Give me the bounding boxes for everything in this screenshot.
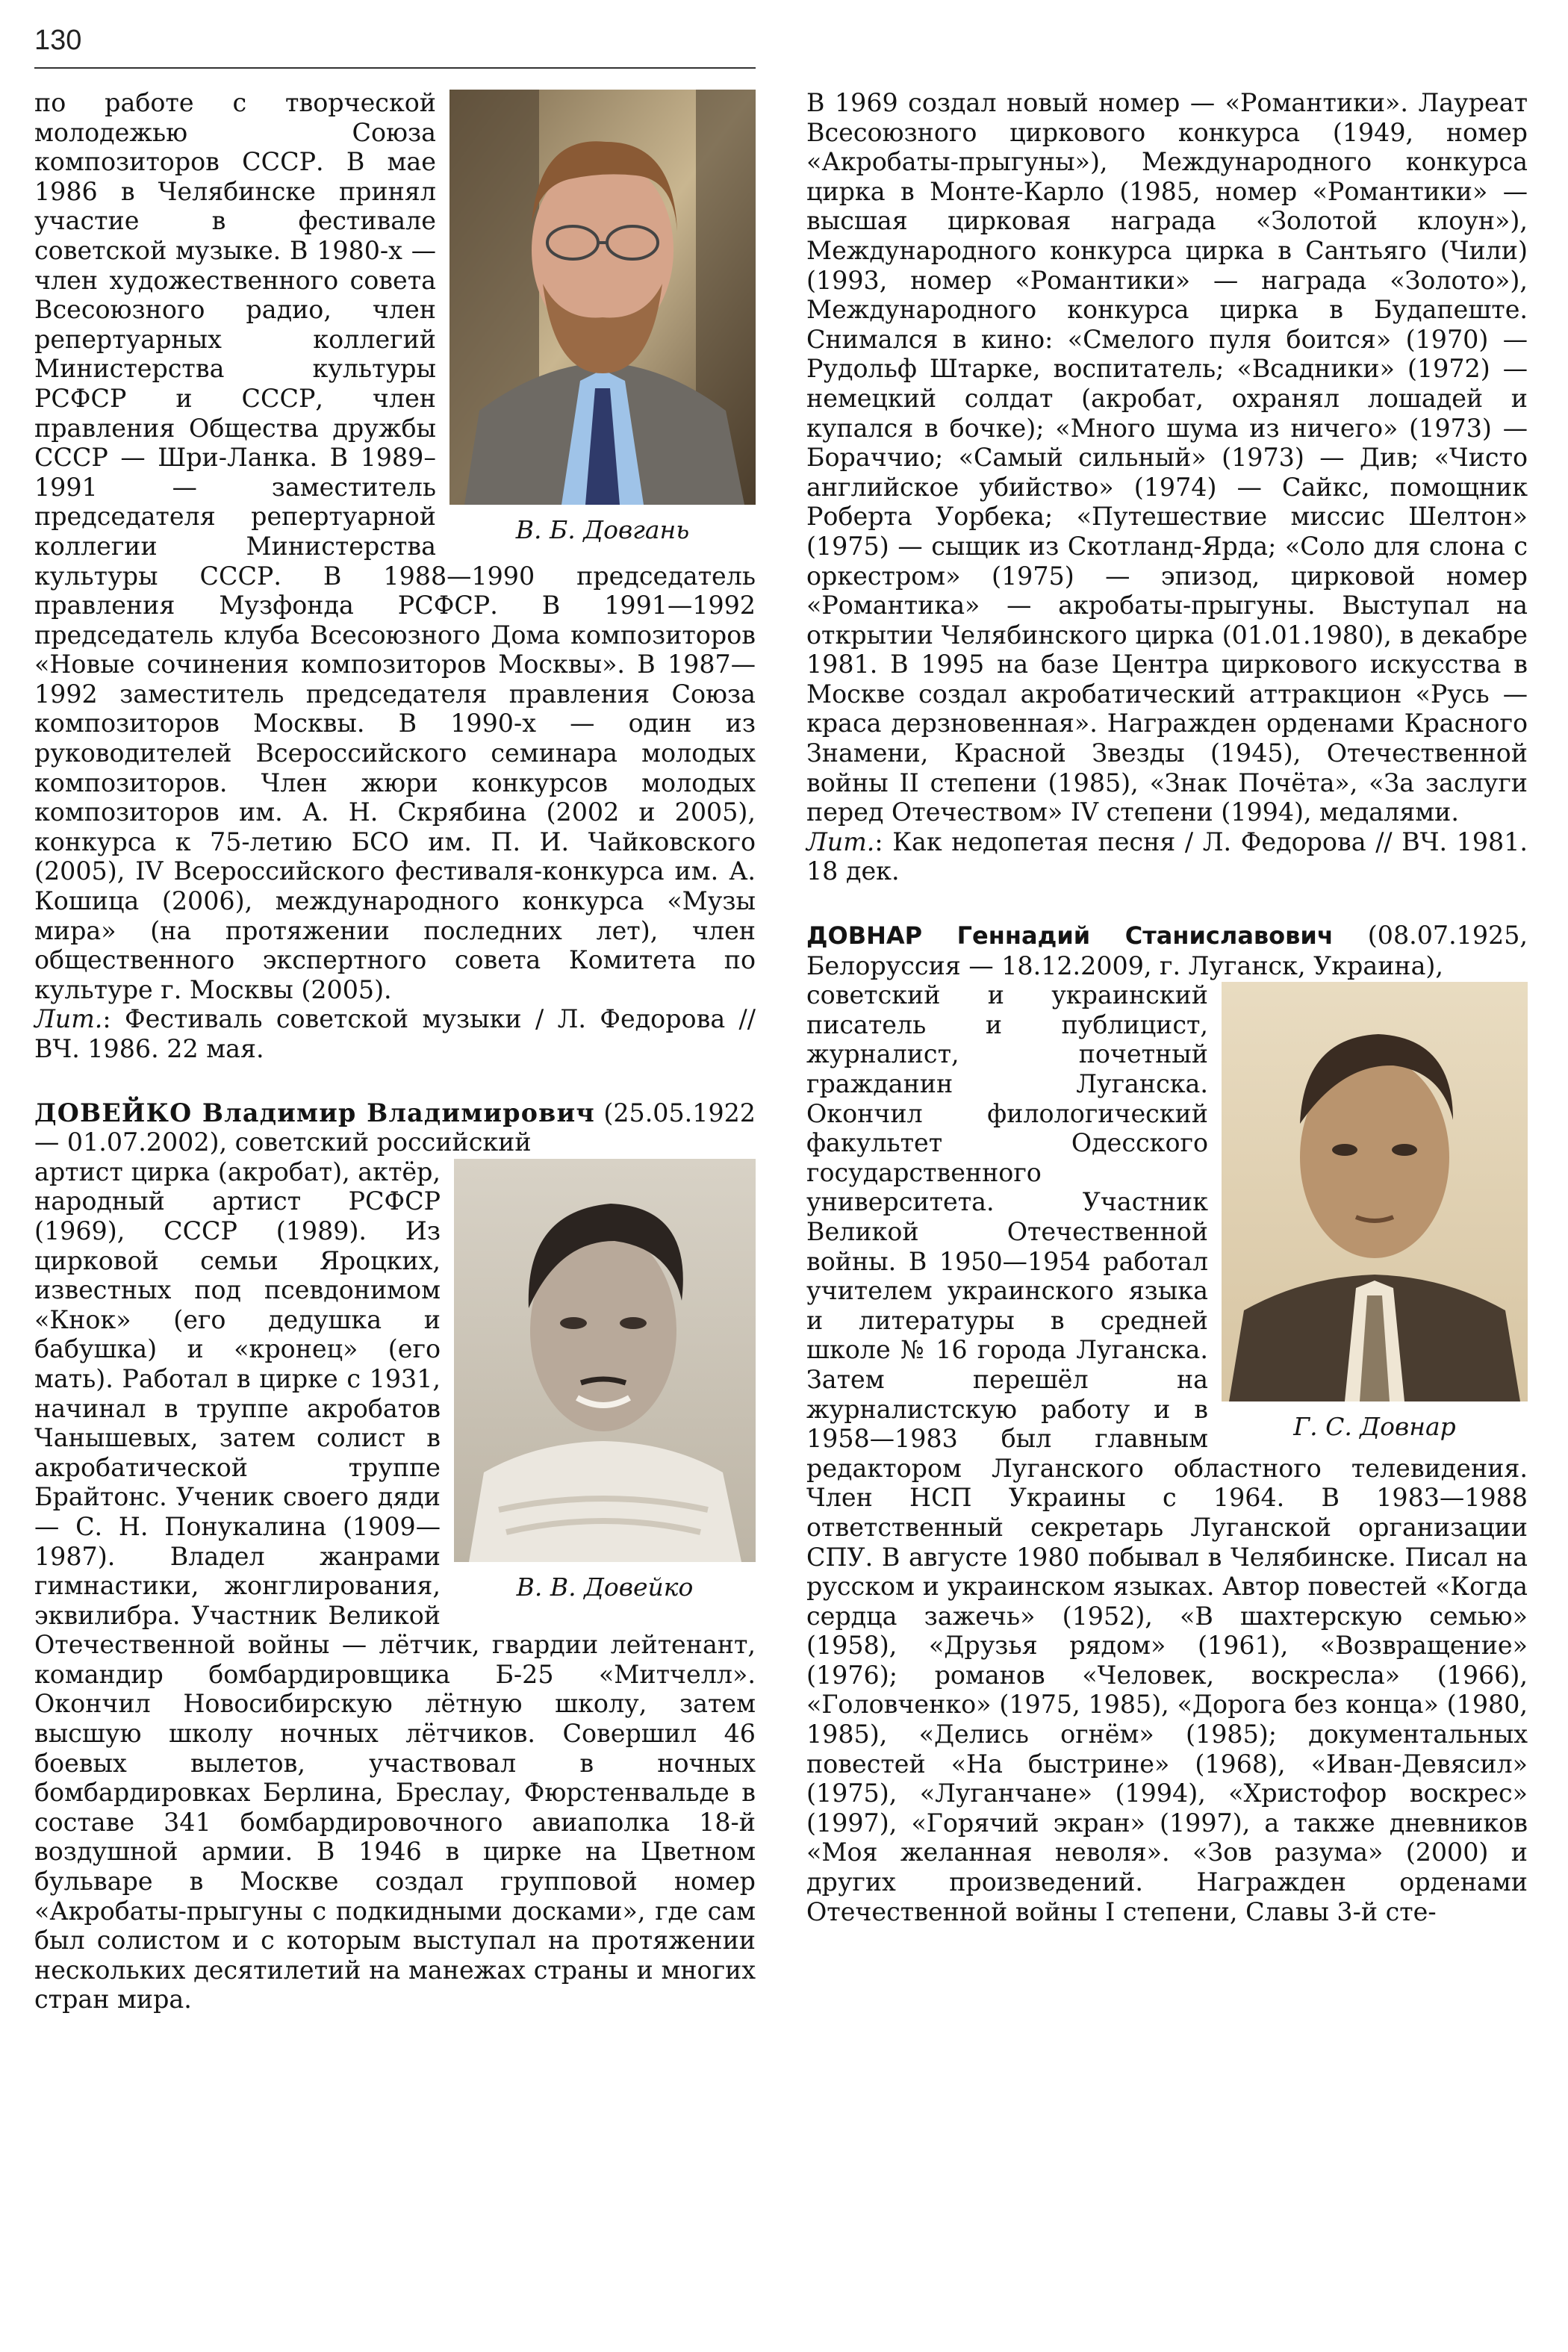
entry-name-doveyko: ДОВЕЙКО Владимир Владимирович [34,1098,595,1127]
entry-dates-doveyko: (25.05.1922 — 01.07.2002), советский российский [34,1098,756,1157]
portrait-doveyko-image [454,1159,756,1562]
lit-text: : Как недопетая песня / Л. Федорова // ВЧ. 1981. 18 дек. [806,827,1528,886]
portrait-dovgan-image [449,90,756,505]
entry-dates-dovnar: (08.07.1925, Белоруссия — 18.12.2009, г. Луганск, Украина), [806,921,1528,980]
dovgan-literature [34,1004,756,1063]
entry-name-dovnar: ДОВНАР Геннадий Станиславович [806,921,1334,951]
photo-caption-dovgan: В. Б. Довгань [515,515,690,544]
lit-text: : Фестиваль советской музыки / Л. Федорова // ВЧ. 1986. 22 мая. [34,1004,756,1063]
doveyko-body-continued [806,88,1528,827]
doveyko-text: артист цирка (акробат), актёр, народный артист РСФСР (1969), СССР (1989). Из цирковой семьи Яроцких, известных под псевдонимом «Кнок» (его дедушка и бабушка) и «кронец» (его мать). Работал в цирке с 1931, начинал в труппе акробатов Чанышевых, затем солист в акробатической труппе Брайтонс. Ученик своего дяди — С. Н. Понукалина (1909—1987). Владел жанрами гимнастики, жонглирования, эквилибра. Участник Великой Отечественной войны — лётчик, гвардии лейтенант, командир бомбардировщика Б-25 «Митчелл». Окончил Новосибирскую лётную школу, затем высшую школу ночных лётчиков. Совершил 46 боевых вылетов, участвовал в ночных бомбардировках Берлина, Бреслау, Фюрстенвальде в составе 341 бомбардировочного авиаполка 18-й воздушной армии. В 1946 в цирке на Цветном бульваре в Москве создал групповой номер «Акробаты-прыгуны с подкидными досками», где сам был солистом и с которым выступал на протяжении нескольких десятилетий на манежах страны и многих стран мира. [34,1157,756,2015]
doveyko-text-continued: В 1969 создал новый номер — «Романтики». Лауреат Всесоюзного циркового конкурса (1949, номер «Акробаты-прыгуны»), Международного конкурса цирка в Монте-Карло (1985, номер «Романтики» — высшая цирковая награда «Золотой клоун»), Международного конкурса цирка в Сантьяго (Чили) (1993, номер «Романтики» — награда «Золото»), Международного конкурса цирка в Будапеште. Снимался в кино: «Смелого пуля боится» (1970) — Рудольф Штарке, воспитатель; «Всадники» (1972) — немецкий солдат (акробат, охранял лошадей и купался в бочке); «Много шума из ничего» (1973) — Бораччио; «Самый сильный» (1973) — Див; «Чисто английское убийство» (1974) — Сайкс, помощник Роберта Уорбека; «Путешествие миссис Шелтон» (1975) — сыщик из Скотланд-Ярда; «Соло для слона с оркестром» (1975) — эпизод, цирковой номер «Романтика» — акробаты-прыгуны. Выступал на открытии Челябинского цирка (01.01.1980), в декабре 1981. В 1995 на базе Центра циркового искусства в Москве создал акробатический аттракцион «Русь — краса дерзновенная». Награжден орденами Красного Знамени, Красной Звезды (1945), Отечественной войны II степени (1985), «Знак Почёта», «За заслуги перед Отечеством» IV степени (1994), медалями. [806,88,1528,827]
lit-label: Лит. [806,827,875,856]
page-number: 130 [34,25,82,56]
photo-doveyko [454,1159,756,1602]
doveyko-header [34,1098,756,1157]
dovnar-text: советский и украинский писатель и публицист, журналист, почетный гражданин Луганска. Окончил филологический факультет Одесского государственного университета. Участник Великой Отечественной войны. В 1950—1954 работал учителем украинского языка и литературы в средней школе № 16 города Луганска. Затем перешёл на журналистскую работу и в 1958—1983 был главным редактором Луганского областного телевидения. Член НСП Украины с 1964. В 1983—1988 ответственный секретарь Луганской организации СПУ. В августе 1980 побывал в Челябинске. Писал на русском и украинском языках. Автор повестей «Когда сердца зажечь» (1952), «В шахтерскую семью» (1958), «Друзья рядом» (1961), «Возвращение» (1976); романов «Человек, воскресла» (1966), «Головченко» (1975, 1985), «Дорога без конца» (1980, 1985), «Делись огнём» (1985); документальных повестей «На быстрине» (1968), «Иван-Девясил» (1975), «Луганчане» (1994), «Христофор воскрес» (1997), «Горячий экран» (1997), а также дневников «Моя желанная неволя». «Зов разума» (2000) и других произведений. Награжден орденами Отечественной войны I степени, Славы 3-й сте- [806,980,1528,1926]
photo-caption-dovnar: Г. С. Довнар [1293,1412,1456,1442]
header-rule [34,67,756,69]
right-column [806,88,1528,1926]
left-column [34,88,756,2015]
lit-label: Лит. [34,1004,103,1034]
dovnar-header [806,921,1528,980]
photo-dovgan [449,90,756,545]
portrait-dovnar-image [1222,982,1528,1401]
photo-dovnar [1222,982,1528,1442]
doveyko-literature [806,827,1528,886]
photo-caption-doveyko: В. В. Довейко [516,1572,694,1602]
dovgan-text: по работе с творческой молодежью Союза композиторов СССР. В мае 1986 в Челябинске принял участие в фестивале советской музыке. В 1980-х — член художественного совета Всесоюзного радио, член репертуарных коллегий Министерства культуры РСФСР и СССР, член правления Общества дружбы СССР — Шри-Ланка. В 1989–1991 — заместитель председателя репертуарной коллегии Министерства культуры СССР. В 1988—1990 председатель правления Музфонда РСФСР. В 1991—1992 председатель клуба Всесоюзного Дома композиторов «Новые сочинения композиторов Москвы». В 1987—1992 заместитель председателя правления Союза композиторов Москвы. В 1990-х — один из руководителей Всероссийского семинара молодых композиторов. Член жюри конкурсов молодых композиторов им. А. Н. Скрябина (2002 и 2005), конкурса к 75-летию БСО им. П. И. Чайковского (2005), IV Всероссийского фестиваля-конкурса им. А. Кошица (2006), международного конкурса «Музы мира» (на протяжении последних лет), член общественного экспертного совета Комитета по культуре г. Москвы (2005). [34,88,756,1004]
